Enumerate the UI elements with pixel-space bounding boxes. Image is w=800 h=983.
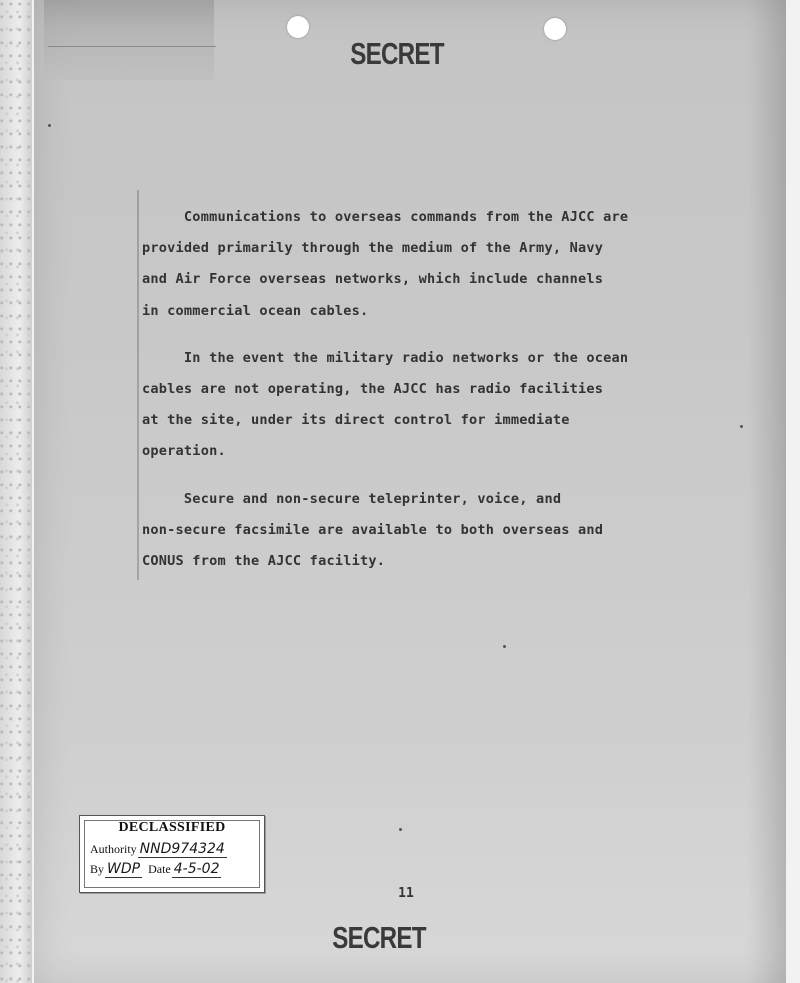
scan-speck: [48, 124, 51, 127]
paragraph-communications: [142, 202, 702, 327]
paragraph-teleprinter: [142, 484, 702, 578]
punch-hole-right: [544, 18, 566, 40]
body-line: cables are not operating, the AJCC has radio facilities: [142, 381, 604, 398]
binding-strip: [44, 0, 214, 80]
declassified-stamp: [79, 815, 265, 893]
margin-rule: [137, 190, 139, 580]
page-number: 11: [398, 886, 414, 901]
by-value: WDP: [107, 861, 141, 877]
body-line: provided primarily through the medium of the Army, Navy: [142, 240, 604, 257]
body-line: non-secure facsimile are available to both overseas and: [142, 521, 604, 538]
authority-label: Authority: [90, 842, 137, 856]
stamp-by-row: [90, 861, 221, 877]
paragraph-radio-facilities: [142, 343, 702, 468]
classification-footer: SECRET: [332, 920, 426, 955]
body-line: and Air Force overseas networks, which include channels: [142, 271, 604, 288]
stamp-title: DECLASSIFIED: [118, 820, 226, 835]
scan-speck: [503, 645, 506, 648]
body-line: Communications to overseas commands from the AJCC are: [142, 209, 629, 225]
body-line: operation.: [142, 443, 226, 460]
classification-header: SECRET: [350, 36, 444, 71]
body-line: in commercial ocean cables.: [142, 302, 369, 319]
sheet-shadow: [746, 0, 786, 983]
body-line: at the site, under its direct control for immediate: [142, 412, 570, 429]
body-line: In the event the military radio networks or the ocean: [142, 349, 629, 366]
stamp-authority-row: [90, 841, 227, 857]
scanner-edge: [0, 0, 32, 983]
date-value: 4-5-02: [173, 861, 220, 877]
binding-strip-rule: [48, 46, 216, 47]
date-label: Date: [148, 862, 171, 876]
scan-speck: [399, 828, 402, 831]
document-body: [142, 202, 702, 577]
punch-hole-left: [287, 16, 309, 38]
scan-speck: [740, 425, 743, 428]
body-line: CONUS from the AJCC facility.: [142, 553, 386, 570]
body-line: Secure and non-secure teleprinter, voice, and: [142, 490, 562, 507]
authority-value: NND974324: [139, 841, 225, 857]
by-label: By: [90, 862, 105, 876]
